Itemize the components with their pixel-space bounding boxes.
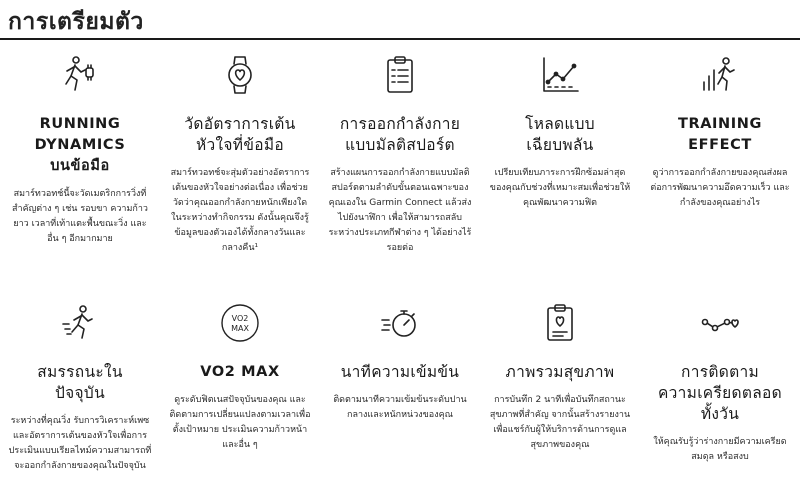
feature-heading: การติดตาม ความเครียดตลอด ทั้งวัน [658, 363, 782, 423]
vo2max-badge-icon [219, 302, 261, 344]
stair-climb-icon [699, 54, 741, 96]
page-title: การเตรียมตัว [8, 9, 144, 35]
title-divider [0, 38, 800, 40]
feature-wrist-heart-rate [160, 50, 320, 280]
vo2-text: VO2 [231, 314, 249, 323]
feature-description: ติดตามนาทีความเข้มข้นระดับปานกลางและหนักหน่วงของคุณ [333, 395, 467, 420]
feature-stress-tracking [640, 298, 800, 502]
feature-description: สมาร์ทวอทช์จะสุ่มตัวอย่างอัตราการเต้นของหัวใจอย่างต่อเนื่อง เพื่อช่วยวัดว่าคุณออกกำลังกายหนักเพียงใดในระหว่างทำกิจกรรม ดังนั้นคุณจึงรู้ข้อมูลของตัวเองได้ทั้งกลางวันและกลางคืน¹ [170, 168, 310, 253]
feature-description: สร้างแผนการออกกำลังกายแบบมัลติสปอร์ตตามลำดับขั้นตอนเฉพาะของคุณเองใน Garmin Connect แล้วส่งไปยังนาฬิกา เพื่อให้สามารถสลับระหว่างประเภทกีฬาต่าง ๆ ได้อย่างไร้รอยต่อ [328, 168, 472, 253]
feature-heading: สมรรถนะใน ปัจจุบัน [37, 363, 123, 402]
feature-description: ดูระดับฟิตเนสปัจจุบันของคุณ และติดตามการเปลี่ยนแปลงตามเวลาเพื่อตั้งเป้าหมาย ประเมินความก้าวหน้าและอื่น ๆ [169, 395, 311, 450]
load-trend-chart-icon [539, 54, 581, 96]
feature-description: เปรียบเทียบภาระการฝึกซ้อมล่าสุดของคุณกับช่วงที่เหมาะสมเพื่อช่วยให้คุณพัฒนาความฟิต [489, 168, 631, 208]
feature-row-2 [0, 298, 800, 502]
feature-vo2max [160, 298, 320, 502]
feature-heading: RUNNING DYNAMICS บนข้อมือ [34, 116, 126, 174]
feature-heading: TRAINING EFFECT [677, 116, 763, 153]
feature-training-effect [640, 50, 800, 280]
max-text: MAX [231, 324, 249, 333]
feature-heading: VO2 MAX [200, 364, 280, 380]
feature-intensity-minutes [320, 298, 480, 502]
clipboard-health-icon [539, 302, 581, 344]
stopwatch-speed-icon [379, 302, 421, 344]
heart-watch-icon [219, 54, 261, 96]
feature-heading: นาทีความเข้มข้น [340, 363, 460, 381]
feature-multisport [320, 50, 480, 280]
feature-health-snapshot [480, 298, 640, 502]
feature-heading: ภาพรวมสุขภาพ [505, 363, 615, 381]
feature-current-performance [0, 298, 160, 502]
feature-heading: การออกกำลังกาย แบบมัลติสปอร์ต [339, 115, 461, 154]
feature-heading: วัดอัตราการเต้น หัวใจที่ข้อมือ [184, 115, 296, 154]
readiness-runner-icon [59, 302, 101, 344]
feature-row-1 [0, 50, 800, 280]
running-watch-icon [59, 54, 101, 96]
feature-acute-load [480, 50, 640, 280]
feature-description: สมาร์ทวอทช์นี้จะวัดเมตริกการวิ่งที่สำคัญต่าง ๆ เช่น รอบขา ความก้าวยาว เวลาที่เท้าแตะพื้นขณะวิ่ง และอื่น ๆ อีกมากมาย [12, 189, 148, 244]
stress-graph-icon [699, 302, 741, 344]
feature-description: การบันทึก 2 นาทีเพื่อบันทึกสถานะสุขภาพที่สำคัญ จากนั้นสร้างรายงานเพื่อแชร์กับผู้ให้บริการด้านการดูแลสุขภาพของคุณ [489, 395, 631, 450]
feature-description: ให้คุณรับรู้ว่าร่างกายมีความเครียดสมดุล หรือสงบ [653, 437, 787, 462]
feature-heading: โหลดแบบ เฉียบพลัน [525, 115, 595, 154]
feature-description: ดูว่าการออกกำลังกายของคุณส่งผลต่อการพัฒนาความอึดความเร็ว และกำลังของคุณอย่างไร [650, 168, 790, 208]
feature-description: ระหว่างที่คุณวิ่ง รับการวิเคราะห์เพซและอัตราการเต้นของหัวใจเพื่อการประเมินแบบเรียลไทม์ความสามารถที่จะออกกำลังกายของคุณในปัจจุบัน [8, 416, 152, 471]
clipboard-plan-icon [379, 54, 421, 96]
feature-running-dynamics [0, 50, 160, 280]
